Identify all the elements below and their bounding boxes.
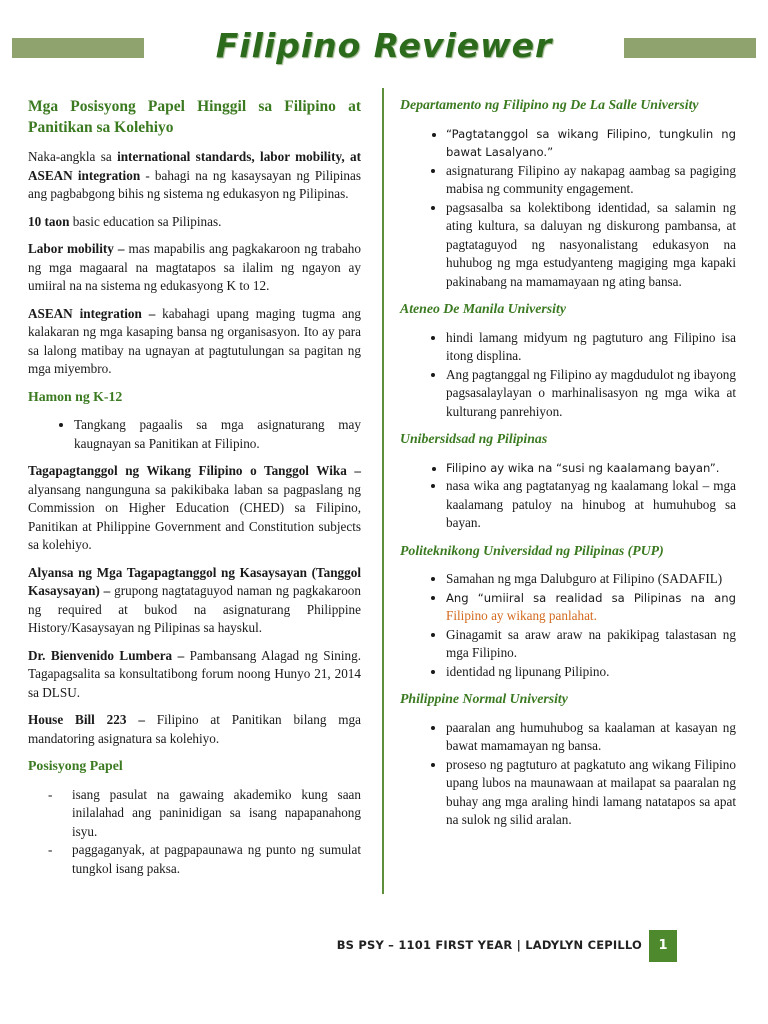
pnu-list xyxy=(400,719,736,830)
intro-text-end: - bahagi na ng kasaysayan ng Pilipinas ang pagbabgong bihis ng sistema ng edukasyon ng Pilipinas. xyxy=(28,167,361,201)
pnu-heading: Philippine Normal University xyxy=(400,691,568,706)
list-item: • hindi lamang midyum ng pagtuturo ang Filipino isa itong displina. xyxy=(446,329,736,366)
list-item: • Samahan ng mga Dalubguro at Filipino (SADAFIL) xyxy=(446,570,736,589)
posisyon-list xyxy=(28,786,361,879)
bill-term: House Bill 223 – xyxy=(28,712,145,727)
list-item: • asignaturang Filipino ay nakapag aambag sa pagiging mabisa ng community engagement. xyxy=(446,162,736,199)
asean-text: kabahagi upang maging tugma ang kalakaran ng mga kasaping bansa ng organisasyon. Ito ay para sa lalong matibay na ugnayan at pagtutulungan sa pagitan ng mga miyembro. xyxy=(28,305,362,376)
header-bar-left xyxy=(12,38,144,58)
column-divider xyxy=(382,88,384,894)
labor-text: mas mapabilis ang pagkakaroon ng trabaho ng mga magaaral na magtatapos sa ilalim ng ngayon ay umiiral na na sistema ng edukasyong K to 12. xyxy=(28,241,361,293)
list-item: - paggaganyak, at pagpapaunawa ng punto ng sumulat tungkol isang paksa. xyxy=(72,841,361,878)
header-bar-right xyxy=(624,38,756,58)
asean-term: ASEAN integration – xyxy=(28,305,156,321)
list-item: • Tangkang pagaalis sa mga asignaturang may kaugnayan sa Panitikan at Filipino. xyxy=(74,416,361,453)
list-item xyxy=(446,589,736,626)
pup-quote-text: Ang “umiiral sa realidad sa Pilipinas na ang xyxy=(446,590,736,605)
list-item: • nasa wika ang pagtatanyag ng kaalamang lokal – mga kaalamang patuloy na hinubog at humuhubog sa bayan. xyxy=(446,477,736,533)
up-heading: Unibersidsad ng Pilipinas xyxy=(400,431,548,446)
hamon-list xyxy=(28,416,361,453)
labor-term: Labor mobility – xyxy=(28,241,125,256)
page-footer xyxy=(0,930,768,962)
section-heading: Mga Posisyong Papel Hinggil sa Filipino at Panitikan sa Kolehiyo xyxy=(28,98,361,136)
intro-paragraph xyxy=(28,148,361,204)
list-item: • proseso ng pagtuturo at pagkatuto ang wikang Filipino upang lubos na maunawaan at mailapat sa paaralan ng buhay ang mga araling hindi lamang natatapos sa apat na sulok ng silid aralan. xyxy=(446,756,736,830)
up-list xyxy=(400,459,736,533)
taon-text: basic education sa Pilipinas. xyxy=(69,213,222,229)
list-item: • pagsasalba sa kolektibong identidad, sa salamin ng ating kultura, sa daluyan ng diskurong pambansa, at pagtataguyod ng nasyonalistang edukasyon na huhubog ng mga estudyanteng magiging mga kapaki pakinabang na mamamayaan ng ating bansa. xyxy=(446,199,736,292)
footer-text: BS PSY – 1101 FIRST YEAR | LADYLYN CEPILLO xyxy=(336,938,642,952)
taon-paragraph xyxy=(28,213,361,232)
lumbera-term: Dr. Bienvenido Lumbera – xyxy=(28,647,185,663)
list-item: • Filipino ay wika na “susi ng kaalamang bayan”. xyxy=(446,459,736,478)
list-item: • paaralan ang humuhubog sa kaalaman at kasayan ng bawat mamamayan ng bansa. xyxy=(446,719,736,756)
list-item: • “Pagtatanggol sa wikang Filipino, tungkulin ng bawat Lasalyano.” xyxy=(446,125,736,162)
alyansa-paragraph xyxy=(28,564,361,638)
left-column xyxy=(28,96,361,887)
bill-paragraph xyxy=(28,711,361,748)
list-item: • identidad ng lipunang Pilipino. xyxy=(446,663,736,682)
page-title: Filipino Reviewer xyxy=(215,26,553,65)
page-number: 1 xyxy=(649,930,677,962)
list-item: • Ginagamit sa araw araw na pakikipag talastasan ng mga Filipino. xyxy=(446,626,736,663)
list-item: - isang pasulat na gawaing akademiko kung saan inilalahad ang paninidigan sa isang napapanahong isyu. xyxy=(72,786,361,842)
alyansa-text: grupong nagtataguyod naman ng pagkakaroon ng required at bukod na asignaturang Philippine History/Kasaysayan ng Pilipinas sa hayskul. xyxy=(28,583,361,635)
taon-bold: 10 taon xyxy=(28,213,70,229)
intro-bold: international standards, labor mobility, at ASEAN integration xyxy=(28,149,361,183)
lumbera-text: Pambansang Alagad ng Sining. Tagapagsalita sa konsultatibong forum noong Hunyo 21, 2014 sa DLSU. xyxy=(28,647,361,700)
tanggol-text: alyansang nangunguna sa pakikibaka laban sa pagpaslang ng Commission on Higher Education (CHED) sa Filipino, Panitikan at Philippine Government and Constitution subjects sa kolehiyo. xyxy=(28,481,361,552)
lumbera-paragraph xyxy=(28,647,361,703)
ateneo-list xyxy=(400,329,736,422)
alyansa-term: Alyansa ng Mga Tagapagtanggol ng Kasaysayan (Tanggol Kasaysayan) – xyxy=(28,564,361,598)
pup-list xyxy=(400,570,736,681)
bill-text: Filipino at Panitikan bilang mga mandatoring asignatura sa kolehiyo. xyxy=(28,712,361,746)
tanggol-paragraph xyxy=(28,462,361,555)
page-header xyxy=(0,0,768,80)
dlsu-heading: Departamento ng Filipino ng De La Salle University xyxy=(400,97,699,112)
tanggol-term: Tagapagtanggol ng Wikang Filipino o Tanggol Wika – xyxy=(28,463,361,478)
hamon-heading: Hamon ng K-12 xyxy=(28,388,123,404)
posisyon-heading: Posisyong Papel xyxy=(28,758,123,773)
dlsu-list xyxy=(400,125,736,292)
right-column xyxy=(400,96,736,839)
pup-highlight: Filipino ay wikang panlahat. xyxy=(446,608,597,623)
asean-paragraph xyxy=(28,305,361,379)
intro-text: Naka-angkla sa xyxy=(28,149,118,164)
labor-paragraph xyxy=(28,240,361,296)
list-item: • Ang pagtanggal ng Filipino ay magdudulot ng ibayong pagsasalaylayan o marhinalisasyon ng mga wika at kulturang panrehiyon. xyxy=(446,366,736,422)
pup-heading: Politeknikong Universidad ng Pilipinas (PUP) xyxy=(400,542,664,558)
ateneo-heading: Ateneo De Manila University xyxy=(400,301,566,316)
